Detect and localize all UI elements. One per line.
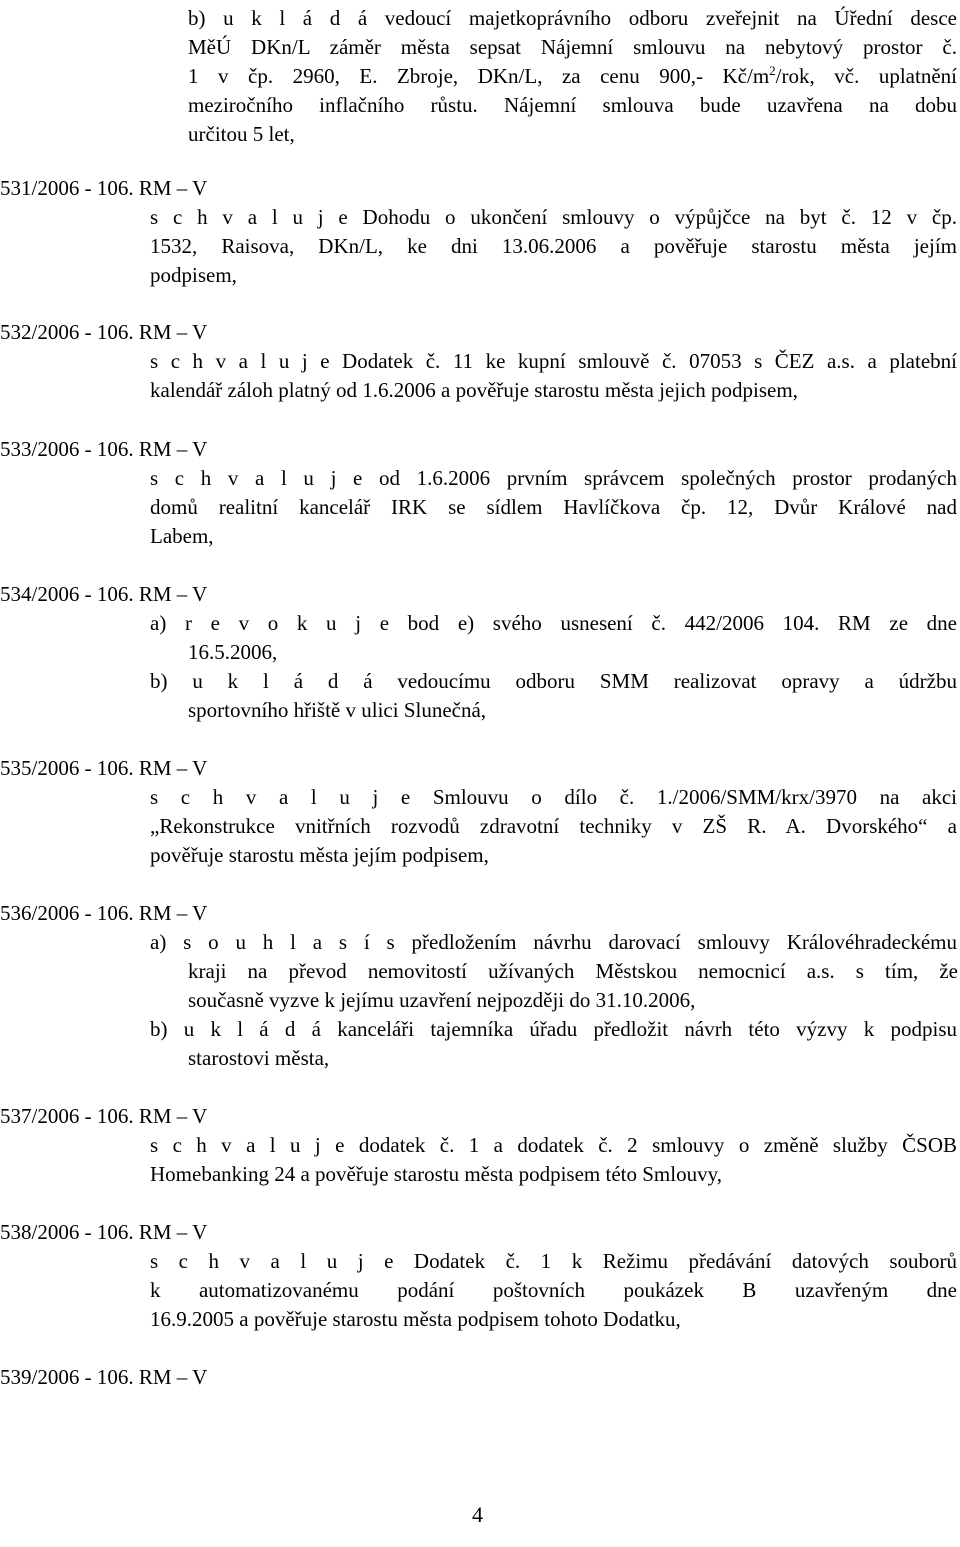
line-text: s c h v a l u j e Dohodu o ukončení smlouvy o výpůjčce na byt č. 12 v čp.: [150, 205, 957, 229]
line-text: s c h v a l u j e Dodatek č. 11 ke kupní smlouvě č. 07053 s ČEZ a.s. a platební: [150, 349, 957, 373]
line-text: Homebanking 24 a pověřuje starostu města podpisem této Smlouvy,: [150, 1162, 722, 1186]
line-text: b) u k l á d á vedoucímu odboru SMM realizovat opravy a údržbu: [150, 669, 957, 693]
line-text: 533/2006 - 106. RM – V: [0, 437, 208, 461]
line-text: 536/2006 - 106. RM – V: [0, 901, 208, 925]
resolution-number: [0, 580, 207, 608]
line-text: pověřuje starostu města jejím podpisem,: [150, 843, 489, 867]
line-text: 1532, Raisova, DKn/L, ke dni 13.06.2006 a pověřuje starostu města jejím: [150, 234, 957, 258]
resolution-text-line: [150, 841, 489, 869]
resolution-text-line: [150, 232, 957, 260]
resolution-number: [0, 899, 207, 927]
line-text: 538/2006 - 106. RM – V: [0, 1220, 208, 1244]
resolution-text-line: [150, 464, 957, 492]
resolution-text-line: [150, 609, 957, 637]
resolution-text-line: [188, 986, 695, 1014]
resolution-text-line: [150, 667, 957, 695]
line-text: 535/2006 - 106. RM – V: [0, 756, 208, 780]
resolution-number: [0, 1102, 207, 1130]
resolution-text-line: [188, 696, 486, 724]
line-text: s c h v a l u j e dodatek č. 1 a dodatek č. 2 smlouvy o změně služby ČSOB: [150, 1133, 957, 1157]
resolution-text-line: [150, 203, 957, 231]
resolution-number: [0, 1218, 207, 1246]
resolution-text-line: [150, 812, 957, 840]
resolution-text-line: [150, 522, 214, 550]
resolution-text-line: [188, 957, 958, 985]
resolution-text-line: [188, 638, 277, 666]
line-text: Labem,: [150, 524, 214, 548]
line-text: kalendář záloh platný od 1.6.2006 a pověřuje starostu města jejich podpisem,: [150, 378, 798, 402]
resolution-text-line: [150, 1015, 957, 1043]
resolution-text-line: [150, 783, 957, 811]
line-text: sportovního hřiště v ulici Slunečná,: [188, 698, 487, 722]
resolution-number: [0, 318, 207, 346]
resolution-text-line: [188, 4, 957, 32]
line-text: b) u k l á d á kanceláři tajemníka úřadu předložit návrh této výzvy k podpisu: [150, 1017, 957, 1041]
line-text: meziročního inflačního růstu. Nájemní smlouva bude uzavřena na dobu: [188, 93, 957, 117]
line-text: 531/2006 - 106. RM – V: [0, 176, 208, 200]
line-text: a) r e v o k u j e bod e) svého usnesení č. 442/2006 104. RM ze dne: [150, 611, 957, 635]
line-text: 537/2006 - 106. RM – V: [0, 1104, 208, 1128]
resolution-number: [0, 435, 207, 463]
line-text: b) u k l á d á vedoucí majetkoprávního odboru zveřejnit na Úřední desce: [188, 6, 957, 30]
line-text: 534/2006 - 106. RM – V: [0, 582, 208, 606]
resolution-text-line: [188, 33, 957, 61]
resolution-text-line: [188, 91, 957, 119]
resolution-text-line: [150, 1160, 722, 1188]
line-text: 539/2006 - 106. RM – V: [0, 1365, 208, 1389]
page-number: 4: [472, 1502, 483, 1527]
line-text: starostovi města,: [188, 1046, 330, 1070]
resolution-text-line: [188, 62, 957, 90]
line-text: kraji na převod nemovitostí užívaných Městskou nemocnicí a.s. s tím, že: [188, 959, 958, 983]
line-text: a) s o u h l a s í s předložením návrhu darovací smlouvy Královéhradeckému: [150, 930, 957, 954]
line-text: s c h v a l u j e Smlouvu o dílo č. 1./2006/SMM/krx/3970 na akci: [150, 785, 957, 809]
resolution-text-line: [188, 120, 295, 148]
resolution-text-line: [150, 261, 237, 289]
line-text: 532/2006 - 106. RM – V: [0, 320, 208, 344]
resolution-text-line: [150, 1247, 957, 1275]
line-text: domů realitní kancelář IRK se sídlem Havlíčkova čp. 12, Dvůr Králové nad: [150, 495, 957, 519]
line-text: s c h v a l u j e od 1.6.2006 prvním správcem společných prostor prodaných: [150, 466, 957, 490]
line-text: „Rekonstrukce vnitřních rozvodů zdravotní techniky v ZŠ R. A. Dvorského“ a: [150, 814, 957, 838]
resolution-text-line: [188, 1044, 329, 1072]
line-text-continued: /rok, vč. uplatnění: [775, 64, 957, 88]
line-text: s c h v a l u j e Dodatek č. 1 k Režimu předávání datových souborů: [150, 1249, 957, 1273]
line-text: k automatizovanému podání poštovních poukázek B uzavřeným dne: [150, 1278, 957, 1302]
line-text: určitou 5 let,: [188, 122, 295, 146]
line-text: 1 v čp. 2960, E. Zbroje, DKn/L, za cenu 900,- Kč/m: [188, 64, 770, 88]
line-text: 16.9.2005 a pověřuje starostu města podpisem tohoto Dodatku,: [150, 1307, 681, 1331]
resolution-text-line: [150, 493, 957, 521]
resolution-number: [0, 174, 207, 202]
resolution-text-line: [150, 376, 798, 404]
line-text: 16.5.2006,: [188, 640, 278, 664]
superscript: 2: [769, 63, 776, 78]
resolution-text-line: [150, 1276, 957, 1304]
resolution-text-line: [150, 1305, 681, 1333]
line-text: MěÚ DKn/L záměr města sepsat Nájemní smlouvu na nebytový prostor č.: [188, 35, 957, 59]
resolution-number: [0, 1363, 207, 1391]
line-text: současně vyzve k jejímu uzavření nejpozději do 31.10.2006,: [188, 988, 696, 1012]
resolution-number: [0, 754, 207, 782]
resolution-text-line: [150, 347, 957, 375]
line-text: podpisem,: [150, 263, 237, 287]
resolution-text-line: [150, 1131, 957, 1159]
resolution-text-line: [150, 928, 957, 956]
